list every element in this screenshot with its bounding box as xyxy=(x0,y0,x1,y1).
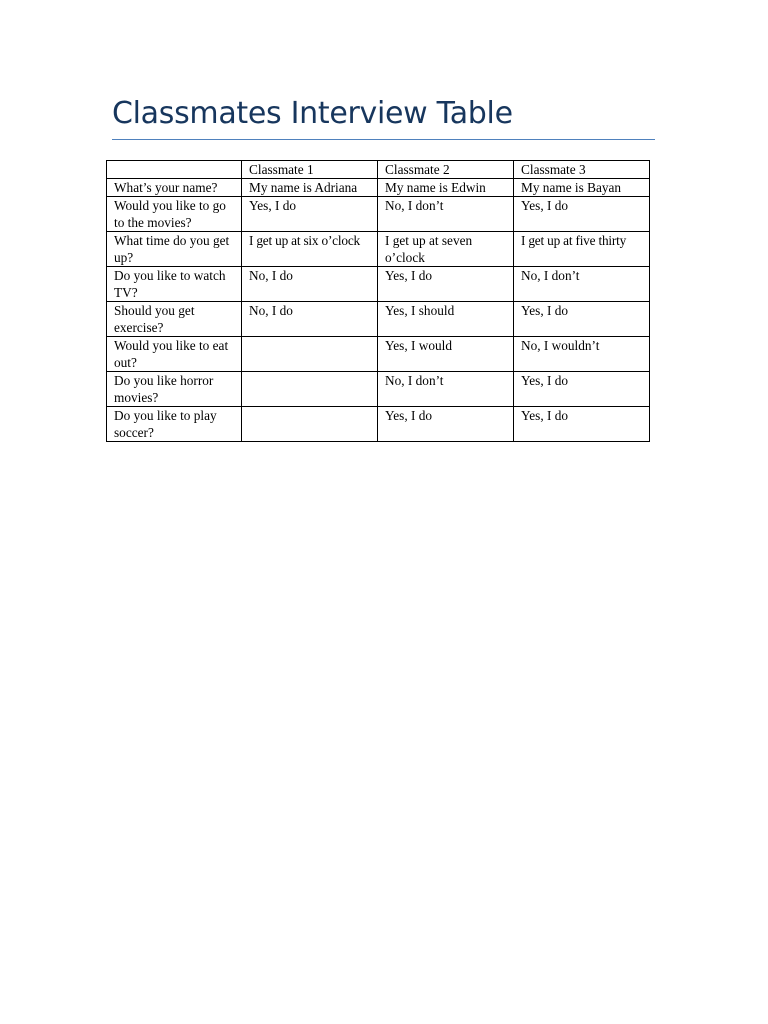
page-title: Classmates Interview Table xyxy=(112,96,513,131)
interview-table xyxy=(106,160,650,442)
table-row xyxy=(107,267,650,302)
answer-cell xyxy=(242,372,378,407)
answer-cell: No, I do xyxy=(242,267,378,302)
header-cell-classmate-1: Classmate 1 xyxy=(242,161,378,179)
question-cell: What time do you get up? xyxy=(107,232,242,267)
header-cell-classmate-2: Classmate 2 xyxy=(378,161,514,179)
answer-cell xyxy=(242,407,378,442)
table-row xyxy=(107,197,650,232)
answer-cell: No, I don’t xyxy=(378,197,514,232)
answer-cell: No, I don’t xyxy=(378,372,514,407)
table-row xyxy=(107,407,650,442)
answer-cell: Yes, I do xyxy=(514,302,650,337)
question-cell: Do you like to watch TV? xyxy=(107,267,242,302)
table-header-row xyxy=(107,161,650,179)
table-row xyxy=(107,372,650,407)
answer-cell: I get up at seven o’clock xyxy=(378,232,514,267)
question-cell: Would you like to go to the movies? xyxy=(107,197,242,232)
question-cell: Should you get exercise? xyxy=(107,302,242,337)
answer-cell: I get up at five thirty xyxy=(514,232,650,267)
answer-cell: Yes, I do xyxy=(514,407,650,442)
header-cell-classmate-3: Classmate 3 xyxy=(514,161,650,179)
table-row xyxy=(107,302,650,337)
answer-cell: My name is Bayan xyxy=(514,179,650,197)
answer-cell: Yes, I do xyxy=(514,372,650,407)
answer-cell: My name is Edwin xyxy=(378,179,514,197)
answer-cell: Yes, I do xyxy=(514,197,650,232)
header-cell-empty xyxy=(107,161,242,179)
title-underline xyxy=(112,139,655,140)
answer-cell: No, I do xyxy=(242,302,378,337)
answer-cell xyxy=(242,337,378,372)
table-row xyxy=(107,232,650,267)
answer-cell: No, I wouldn’t xyxy=(514,337,650,372)
question-cell: What’s your name? xyxy=(107,179,242,197)
question-cell: Would you like to eat out? xyxy=(107,337,242,372)
answer-cell: Yes, I should xyxy=(378,302,514,337)
question-cell: Do you like to play soccer? xyxy=(107,407,242,442)
question-cell: Do you like horror movies? xyxy=(107,372,242,407)
answer-cell: My name is Adriana xyxy=(242,179,378,197)
answer-cell: Yes, I do xyxy=(378,267,514,302)
table-row xyxy=(107,179,650,197)
answer-cell: I get up at six o’clock xyxy=(242,232,378,267)
answer-cell: Yes, I would xyxy=(378,337,514,372)
answer-cell: Yes, I do xyxy=(378,407,514,442)
answer-cell: No, I don’t xyxy=(514,267,650,302)
answer-cell: Yes, I do xyxy=(242,197,378,232)
table-row xyxy=(107,337,650,372)
